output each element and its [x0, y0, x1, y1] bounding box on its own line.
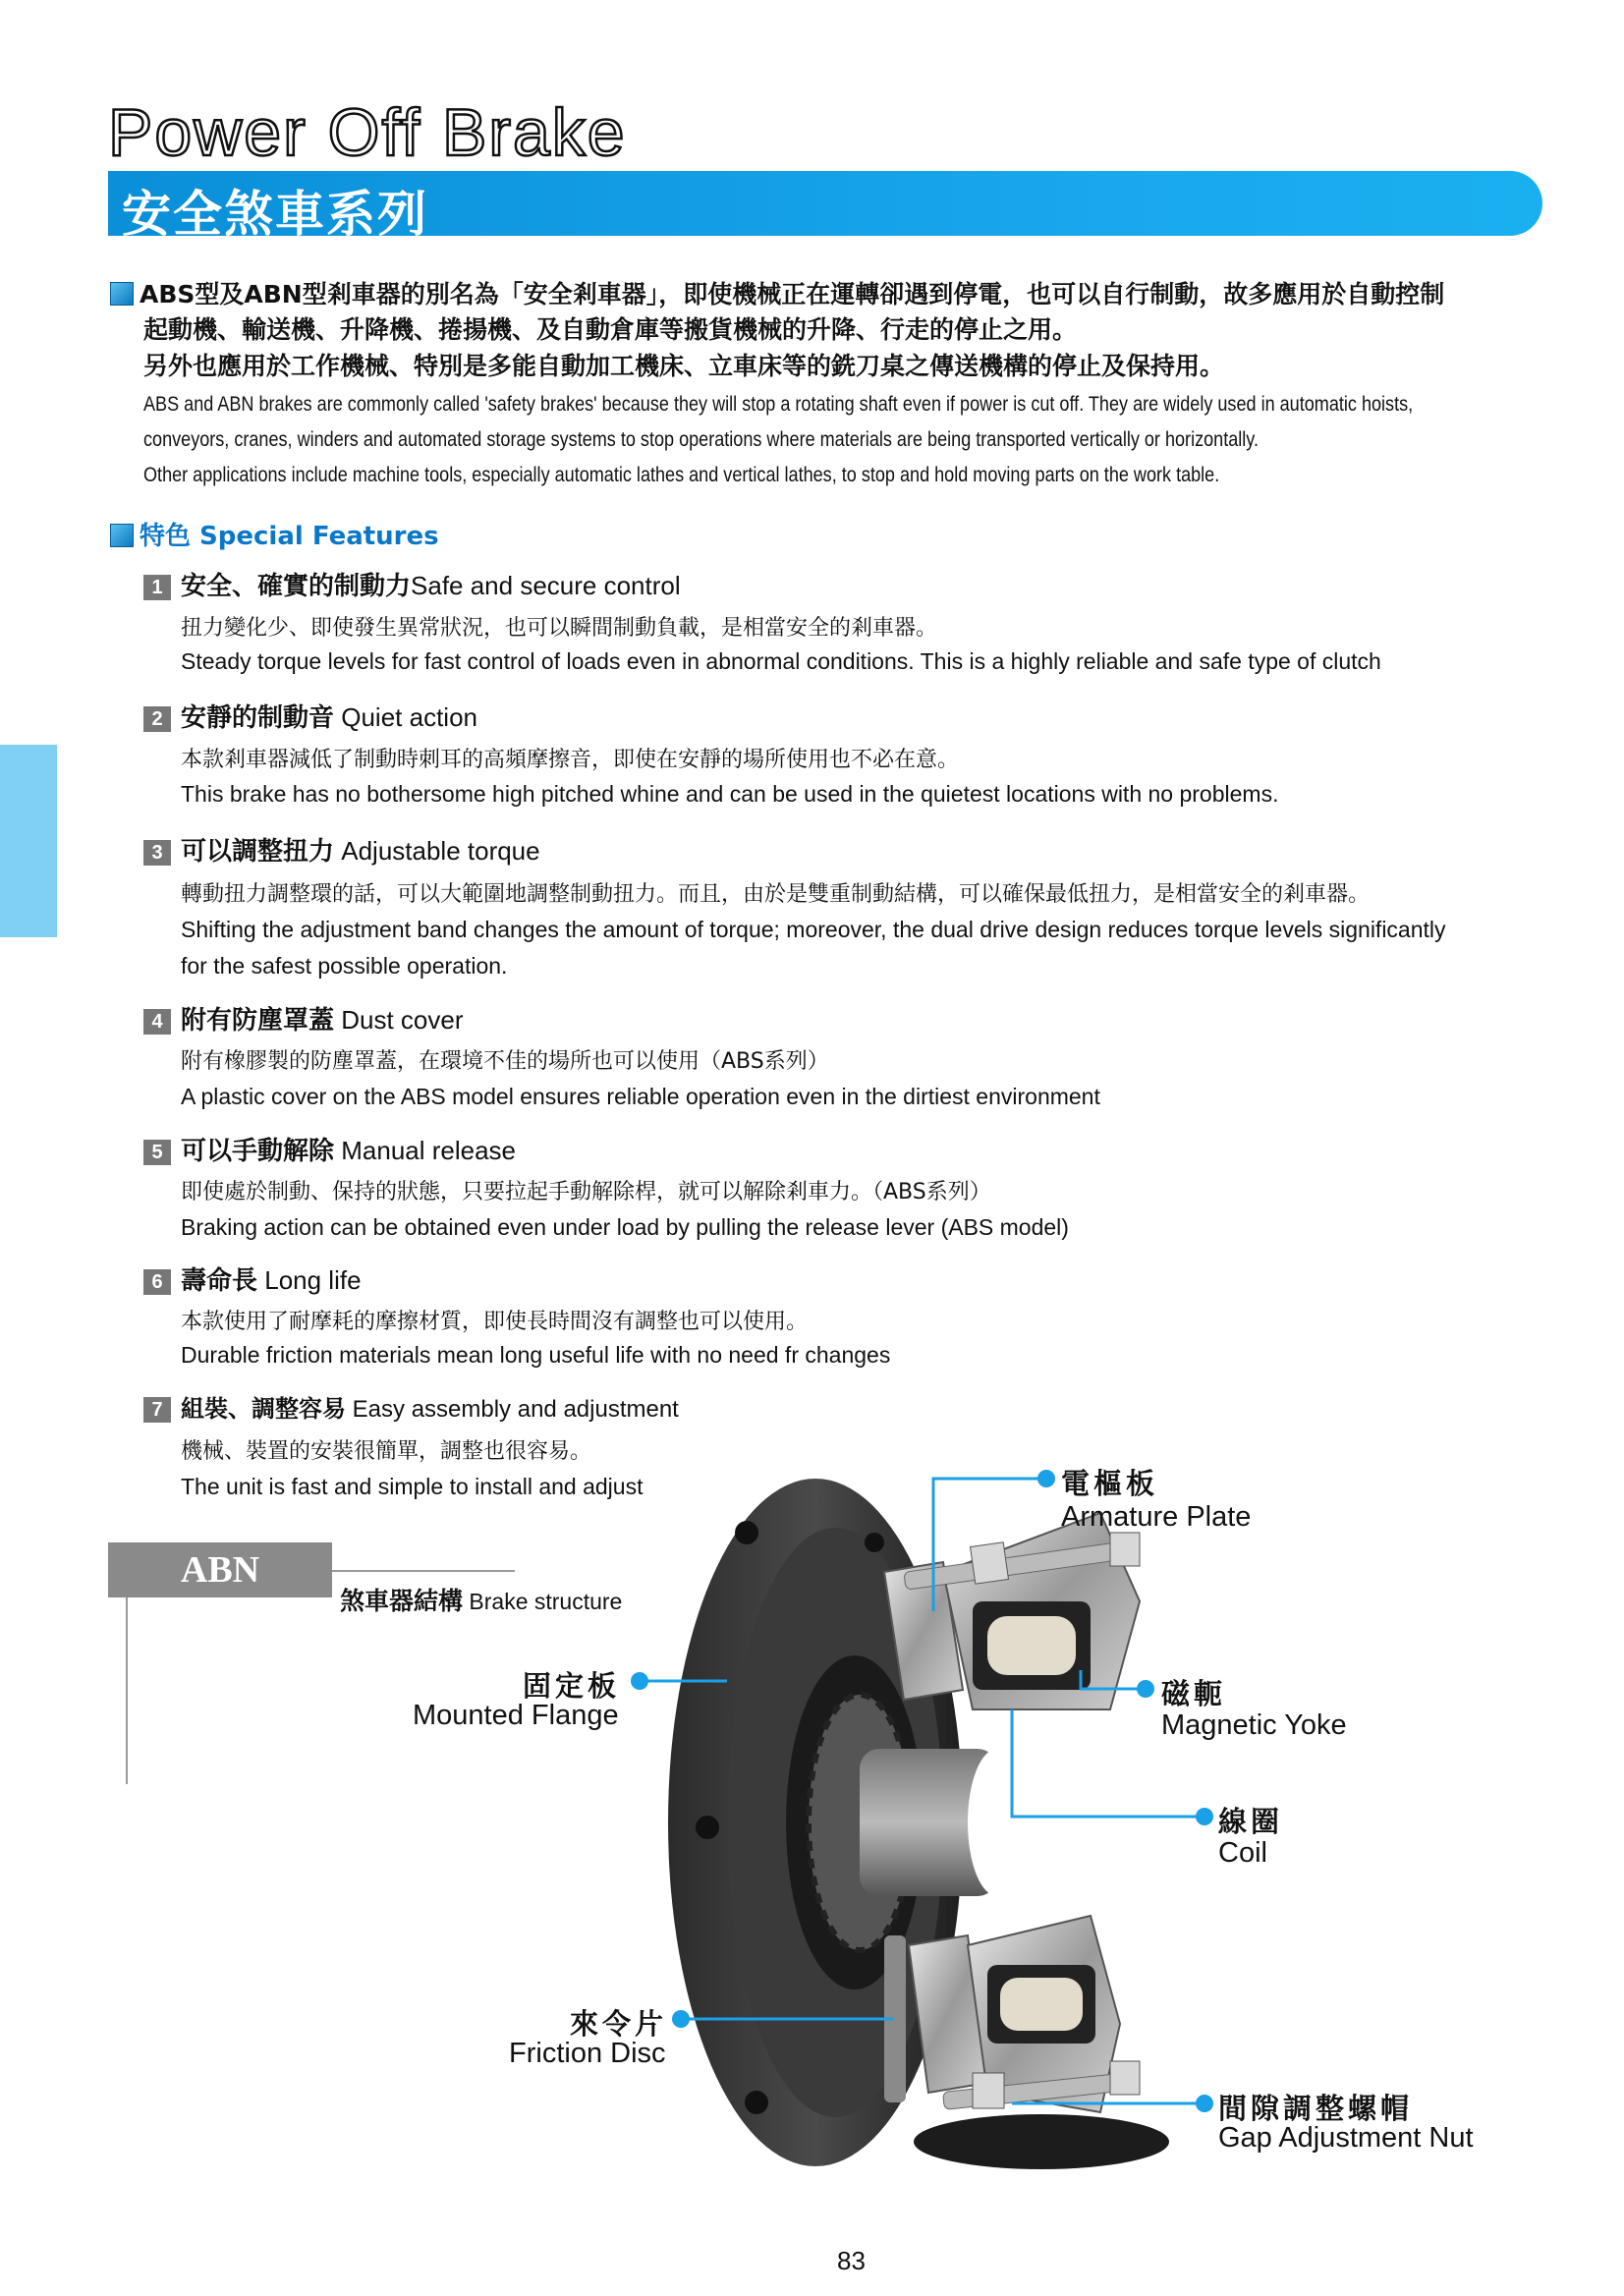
feature-number-badge: 5 [143, 1140, 171, 1165]
yoke-label-zh: 磁軛 [1161, 1677, 1227, 1710]
feature-7-zh: 機械、裝置的安裝很簡單，調整也很容易。 [181, 1439, 592, 1464]
feature-number-badge: 4 [143, 1009, 171, 1035]
page-title: Power Off Brake [108, 95, 627, 170]
yoke-label-en: Magnetic Yoke [1161, 1709, 1347, 1741]
feature-4-title: 4 附有防塵罩蓋 Dust cover [143, 1000, 464, 1036]
disc-label-zh: 來令片 [570, 2007, 668, 2041]
intro-zh-line-2: 起動機、輸送機、升降機、捲揚機、及自動倉庫等搬貨機械的升降、行走的停止之用。 [143, 315, 1078, 344]
intro-en-line-1: ABS and ABN brakes are commonly called 'safety brakes' because they will stop a rotating shaft even if power is cut off. They are widely used in automatic hoists, [143, 393, 1414, 416]
feature-2-zh: 本款剎車器減低了制動時刺耳的高頻摩擦音，即使在安靜的場所使用也不必在意。 [181, 748, 960, 772]
feature-6-zh: 本款使用了耐摩耗的摩擦材質，即使長時間沒有調整也可以使用。 [181, 1310, 809, 1334]
features-heading: 特色 Special Features [110, 516, 439, 552]
feature-3-title: 3 可以調整扭力 Adjustable torque [143, 831, 540, 868]
feature-3-en-2: for the safest possible operation. [181, 953, 508, 979]
feature-1-en: Steady torque levels for fast control of loads even in abnormal conditions. This is a highly reliable and safe type of clutch [181, 648, 1381, 674]
feature-3-en-1: Shifting the adjustment band changes the amount of torque; moreover, the dual drive design reduces torque levels significantly [181, 917, 1446, 942]
divider-line [126, 1597, 128, 1784]
disc-label-en: Friction Disc [509, 2038, 666, 2069]
brake-cutaway-illustration [648, 1454, 1199, 2181]
feature-1-zh: 扭力變化少、即使發生異常狀況，也可以瞬間制動負載，是相當安全的剎車器。 [181, 616, 938, 641]
feature-6-title: 6 壽命長 Long life [143, 1260, 362, 1297]
square-bullet-icon [110, 282, 134, 306]
intro-zh-line-3: 另外也應用於工作機械、特別是多能自動加工機床、立車床等的銑刀桌之傳送機構的停止及保持用。 [143, 352, 1225, 380]
armature-label-en: Armature Plate [1061, 1501, 1252, 1533]
feature-7-en: The unit is fast and simple to install and adjust [181, 1474, 644, 1499]
feature-number-badge: 2 [143, 706, 171, 732]
feature-2-title: 2 安靜的制動音 Quiet action [143, 698, 477, 734]
feature-2-en: This brake has no bothersome high pitched whine and can be used in the quietest locations with no problems. [181, 781, 1279, 807]
page-number: 83 [837, 2246, 866, 2275]
feature-number-badge: 3 [143, 840, 171, 866]
feature-5-en: Braking action can be obtained even under load by pulling the release lever (ABS model) [181, 1214, 1069, 1240]
coil-shape [987, 1616, 1076, 1675]
armature-label-zh: 電樞板 [1061, 1467, 1159, 1500]
intro-en-line-2: conveyors, cranes, winders and automated storage systems to stop operations where materials are being transported vertically or horizontally. [143, 428, 1259, 451]
divider-line [332, 1570, 515, 1572]
feature-1-title: 1 安全、確實的制動力Safe and secure control [143, 566, 681, 602]
intro-en-line-3: Other applications include machine tools, especially automatic lathes and vertical lathes, to stop and hold moving parts on the work table. [143, 464, 1220, 486]
feature-5-zh: 即使處於制動、保持的狀態，只要拉起手動解除桿，就可以解除剎車力。（ABS系列） [181, 1180, 991, 1204]
coil-label-en: Coil [1218, 1837, 1267, 1869]
feature-6-en: Durable friction materials mean long useful life with no need fr changes [181, 1342, 891, 1368]
feature-4-zh: 附有橡膠製的防塵罩蓋，在環境不佳的場所也可以使用（ABS系列） [181, 1049, 829, 1074]
feature-number-badge: 6 [143, 1269, 171, 1295]
intro-zh-line-1: ABS型及ABN型剎車器的別名為「安全剎車器」，即使機械正在運轉卻遇到停電，也可以自行制動，故多應用於自動控制 [110, 275, 1444, 310]
flange-label-en: Mounted Flange [413, 1700, 619, 1731]
section-banner-title: 安全煞車系列 [122, 186, 428, 243]
friction-disc-shape [884, 1935, 906, 2102]
square-bullet-icon [110, 524, 134, 547]
brake-structure-caption: 煞車器結構 Brake structure [340, 1587, 623, 1615]
feature-3-zh: 轉動扭力調整環的話，可以大範圍地調整制動扭力。而且，由於是雙重制動結構，可以確保最低扭力，是相當安全的剎車器。 [181, 882, 1371, 907]
feature-4-en: A plastic cover on the ABS model ensures reliable operation even in the dirtiest environment [181, 1084, 1100, 1109]
nut-label-zh: 間隙調整螺帽 [1218, 2092, 1414, 2125]
feature-number-badge: 7 [143, 1397, 171, 1423]
flange-label-zh: 固定板 [523, 1669, 621, 1703]
coil-label-zh: 線圈 [1218, 1805, 1284, 1838]
flange-callout-dot [631, 1672, 648, 1690]
feature-number-badge: 1 [143, 575, 171, 600]
nut-label-en: Gap Adjustment Nut [1218, 2122, 1474, 2154]
model-label-abn: ABN [108, 1542, 332, 1597]
feature-7-title: 7 組裝、調整容易 Easy assembly and adjustment [143, 1389, 679, 1424]
side-tab-marker [0, 745, 57, 937]
feature-5-title: 5 可以手動解除 Manual release [143, 1131, 516, 1167]
